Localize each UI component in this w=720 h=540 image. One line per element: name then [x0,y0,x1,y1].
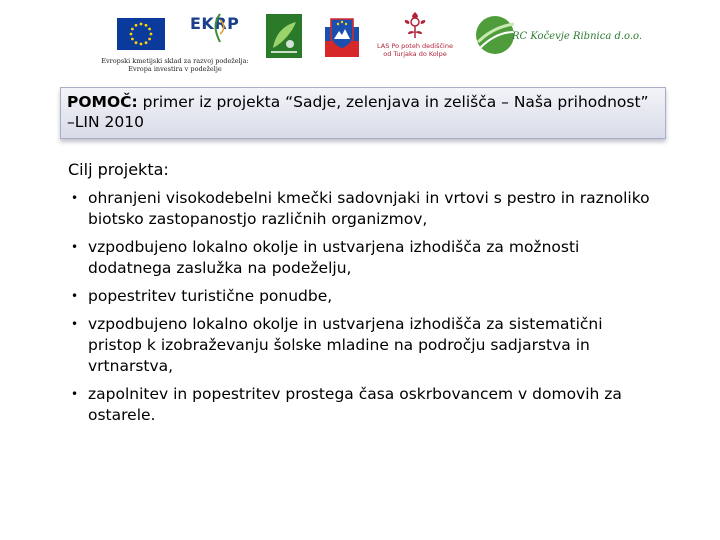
ekrp-logo-text: EKRP [190,14,240,33]
bullet-icon: • [71,317,79,331]
list-item [68,384,658,426]
title-bold: POMOČ: [67,93,138,111]
eu-flag-icon [117,18,165,50]
list-item-text: ohranjeni visokodebelni kmečki sadovnjaki in vrtovi s pestro in raznoliko biotsko zastopanostjo različnih organizmov, [88,189,650,228]
eu-caption-line2: Evropa investira v podeželje [128,65,222,73]
ekrp-logo [190,12,252,52]
rc-logo-text: RC Kočevje Ribnica d.o.o. [512,31,643,42]
rc-kocevje-ribnica-logo [474,14,654,60]
list-item [68,237,658,279]
leader-logo [266,14,302,58]
bullet-list [68,188,658,433]
bullet-icon: • [71,191,79,205]
eu-caption-line1: Evropski kmetijski sklad za razvoj podeželja: [101,57,249,65]
las-logo-text [370,42,460,58]
bullet-icon: • [71,289,79,303]
page-title [67,92,659,132]
bullet-icon: • [71,240,79,254]
las-line1: LAS Po poteh dediščine [377,42,453,50]
list-item [68,314,658,377]
list-item [68,286,658,307]
list-item-text: vzpodbujeno lokalno okolje in ustvarjena izhodišča za možnosti dodatnega zaslužka na podeželju, [88,238,580,277]
las-logo [370,12,460,64]
list-item-text: vzpodbujeno lokalno okolje in ustvarjena izhodišča za sistematični pristop k izobraževanju šolske mladine na področju sadjarstva in vrtnarstva, [88,315,603,375]
list-item [68,188,658,230]
title-rest: primer iz projekta “Sadje, zelenjava in zelišča – Naša prihodnost” –LIN 2010 [67,93,649,131]
las-line2: od Turjaka do Kolpe [383,50,447,58]
bullet-icon: • [71,387,79,401]
leaf-icon [212,12,228,46]
section-heading: Cilj projekta: [68,160,169,179]
rc-globe-icon [474,14,516,56]
slovenia-coat-of-arms-icon [325,13,359,57]
eu-caption [80,57,270,73]
list-item-text: popestritev turistične ponudbe, [88,287,333,305]
title-box [60,87,666,139]
list-item-text: zapolnitev in popestritev prostega časa oskrbovancem v domovih za ostarele. [88,385,622,424]
logo-bar [0,0,720,90]
flower-icon [400,12,430,40]
